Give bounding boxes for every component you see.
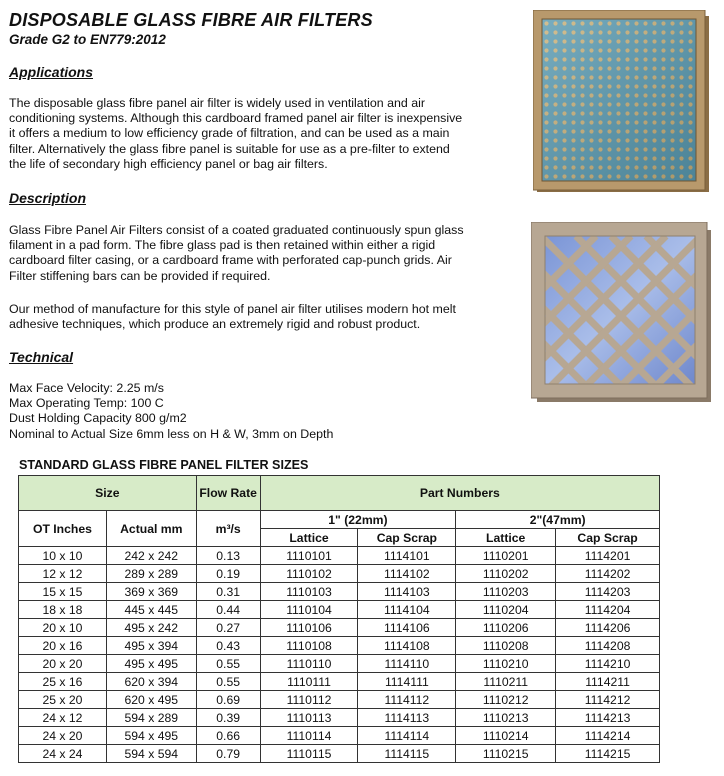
technical-heading: Technical xyxy=(9,349,74,365)
lattice-47-header: Lattice xyxy=(456,529,556,547)
actual-mm-cell: 620 x 394 xyxy=(106,673,196,691)
ot-inches-cell: 12 x 12 xyxy=(19,565,107,583)
cap-scrap-22-cell: 1114111 xyxy=(358,673,456,691)
cap-scrap-22-cell: 1114114 xyxy=(358,727,456,745)
cap-scrap-47-header: Cap Scrap xyxy=(556,529,660,547)
cap-scrap-47-cell: 1114212 xyxy=(556,691,660,709)
description-heading: Description xyxy=(9,190,87,206)
actual-mm-cell: 620 x 495 xyxy=(106,691,196,709)
lattice-22-cell: 1110110 xyxy=(260,655,358,673)
cap-scrap-22-cell: 1114103 xyxy=(358,583,456,601)
ot-inches-cell: 24 x 24 xyxy=(19,745,107,763)
flow-rate-cell: 0.27 xyxy=(196,619,260,637)
lattice-22-cell: 1110104 xyxy=(260,601,358,619)
actual-mm-cell: 495 x 394 xyxy=(106,637,196,655)
cap-scrap-22-cell: 1114104 xyxy=(358,601,456,619)
ot-inches-header: OT Inches xyxy=(19,511,107,547)
cap-scrap-47-cell: 1114202 xyxy=(556,565,660,583)
lattice-47-cell: 1110202 xyxy=(456,565,556,583)
table-row xyxy=(19,691,660,709)
description-line: adhesive techniques, which produce an extremely rigid and robust product. xyxy=(9,317,421,332)
lattice-22-cell: 1110108 xyxy=(260,637,358,655)
lattice-47-cell: 1110213 xyxy=(456,709,556,727)
actual-mm-cell: 495 x 242 xyxy=(106,619,196,637)
table-subheader-row xyxy=(19,511,660,529)
cap-scrap-22-cell: 1114101 xyxy=(358,547,456,565)
description-paragraph-1 xyxy=(9,223,464,284)
flow-rate-cell: 0.13 xyxy=(196,547,260,565)
lattice-47-cell: 1110214 xyxy=(456,727,556,745)
ot-inches-cell: 25 x 20 xyxy=(19,691,107,709)
spec-operating-temp: Max Operating Temp: 100 C xyxy=(9,396,164,411)
lattice-22-cell: 1110102 xyxy=(260,565,358,583)
lattice-47-cell: 1110206 xyxy=(456,619,556,637)
flow-rate-cell: 0.79 xyxy=(196,745,260,763)
cap-scrap-47-cell: 1114204 xyxy=(556,601,660,619)
ot-inches-cell: 10 x 10 xyxy=(19,547,107,565)
lattice-22-cell: 1110113 xyxy=(260,709,358,727)
cap-scrap-47-cell: 1114208 xyxy=(556,637,660,655)
spec-dust-capacity: Dust Holding Capacity 800 g/m2 xyxy=(9,411,187,426)
actual-mm-cell: 445 x 445 xyxy=(106,601,196,619)
spec-nominal-size: Nominal to Actual Size 6mm less on H & W, 3mm on Depth xyxy=(9,426,334,441)
flow-rate-cell: 0.39 xyxy=(196,709,260,727)
cap-scrap-22-cell: 1114102 xyxy=(358,565,456,583)
actual-mm-cell: 594 x 594 xyxy=(106,745,196,763)
cap-scrap-22-cell: 1114106 xyxy=(358,619,456,637)
cap-scrap-47-cell: 1114206 xyxy=(556,619,660,637)
flow-rate-cell: 0.19 xyxy=(196,565,260,583)
table-row xyxy=(19,565,660,583)
flow-rate-cell: 0.31 xyxy=(196,583,260,601)
applications-line: it offers a medium to low efficiency grade of filtration, and can be used as a main xyxy=(9,126,450,141)
cap-scrap-47-cell: 1114201 xyxy=(556,547,660,565)
table-row xyxy=(19,619,660,637)
actual-mm-cell: 594 x 495 xyxy=(106,727,196,745)
lattice-47-cell: 1110208 xyxy=(456,637,556,655)
part-numbers-header: Part Numbers xyxy=(260,476,659,511)
flow-rate-cell: 0.55 xyxy=(196,673,260,691)
filter-sizes-table xyxy=(18,475,660,763)
cap-punch-grid-filter-photo xyxy=(533,10,713,196)
description-line: filament in a pad form. The fibre glass pad is then retained within either a rigid xyxy=(9,238,436,253)
technical-specs xyxy=(9,381,333,442)
spec-face-velocity: Max Face Velocity: 2.25 m/s xyxy=(9,381,164,395)
ot-inches-cell: 20 x 16 xyxy=(19,637,107,655)
table-row xyxy=(19,673,660,691)
description-line: Our method of manufacture for this style of panel air filter utilises modern hot melt xyxy=(9,302,456,316)
actual-mm-cell: 242 x 242 xyxy=(106,547,196,565)
cap-scrap-47-cell: 1114203 xyxy=(556,583,660,601)
applications-line: filter. Alternatively the glass fibre panel is suitable for use as a pre-filter to extend xyxy=(9,141,450,156)
cap-scrap-22-cell: 1114113 xyxy=(358,709,456,727)
lattice-22-cell: 1110111 xyxy=(260,673,358,691)
table-row xyxy=(19,637,660,655)
lattice-22-cell: 1110114 xyxy=(260,727,358,745)
actual-mm-cell: 495 x 495 xyxy=(106,655,196,673)
table-row xyxy=(19,745,660,763)
ot-inches-cell: 18 x 18 xyxy=(19,601,107,619)
table-row xyxy=(19,709,660,727)
description-line: Filter stiffening bars can be provided if required. xyxy=(9,268,271,283)
ot-inches-cell: 24 x 12 xyxy=(19,709,107,727)
flow-rate-cell: 0.44 xyxy=(196,601,260,619)
lattice-22-header: Lattice xyxy=(260,529,358,547)
lattice-47-cell: 1110203 xyxy=(456,583,556,601)
cap-scrap-47-cell: 1114213 xyxy=(556,709,660,727)
group-47mm-header: 2"(47mm) xyxy=(456,511,660,529)
cap-scrap-47-cell: 1114215 xyxy=(556,745,660,763)
flow-rate-header: Flow Rate xyxy=(196,476,260,511)
table-body xyxy=(19,547,660,763)
table-caption: STANDARD GLASS FIBRE PANEL FILTER SIZES xyxy=(19,458,309,472)
actual-mm-cell: 289 x 289 xyxy=(106,565,196,583)
page-title: DISPOSABLE GLASS FIBRE AIR FILTERS xyxy=(9,10,373,30)
lattice-47-cell: 1110215 xyxy=(456,745,556,763)
applications-paragraph xyxy=(9,96,462,172)
ot-inches-cell: 20 x 20 xyxy=(19,655,107,673)
ot-inches-cell: 24 x 20 xyxy=(19,727,107,745)
ot-inches-cell: 15 x 15 xyxy=(19,583,107,601)
lattice-22-cell: 1110112 xyxy=(260,691,358,709)
lattice-47-cell: 1110212 xyxy=(456,691,556,709)
lattice-47-cell: 1110211 xyxy=(456,673,556,691)
cap-scrap-22-cell: 1114115 xyxy=(358,745,456,763)
lattice-frame-filter-photo xyxy=(531,222,715,406)
lattice-22-cell: 1110115 xyxy=(260,745,358,763)
cap-scrap-22-header: Cap Scrap xyxy=(358,529,456,547)
actual-mm-cell: 594 x 289 xyxy=(106,709,196,727)
table-header-row xyxy=(19,476,660,511)
table-row xyxy=(19,547,660,565)
actual-mm-cell: 369 x 369 xyxy=(106,583,196,601)
ot-inches-cell: 20 x 10 xyxy=(19,619,107,637)
table-row xyxy=(19,727,660,745)
cap-scrap-47-cell: 1114210 xyxy=(556,655,660,673)
lattice-47-cell: 1110204 xyxy=(456,601,556,619)
applications-line: the life of secondary high efficiency panel or bag air filters. xyxy=(9,156,328,171)
lattice-22-cell: 1110103 xyxy=(260,583,358,601)
lattice-22-cell: 1110101 xyxy=(260,547,358,565)
m3s-header: m³/s xyxy=(196,511,260,547)
applications-line: conditioning systems. Although this cardboard framed panel air filter is inexpensive xyxy=(9,111,463,126)
page-subtitle: Grade G2 to EN779:2012 xyxy=(9,32,166,47)
cap-scrap-22-cell: 1114112 xyxy=(358,691,456,709)
description-line: Glass Fibre Panel Air Filters consist of a coated graduated continuously spun glass xyxy=(9,223,464,237)
cap-scrap-22-cell: 1114108 xyxy=(358,637,456,655)
cap-scrap-47-cell: 1114211 xyxy=(556,673,660,691)
ot-inches-cell: 25 x 16 xyxy=(19,673,107,691)
lattice-47-cell: 1110210 xyxy=(456,655,556,673)
applications-line: The disposable glass fibre panel air filter is widely used in ventilation and air xyxy=(9,96,426,110)
lattice-22-cell: 1110106 xyxy=(260,619,358,637)
table-row xyxy=(19,655,660,673)
description-paragraph-2 xyxy=(9,302,456,332)
size-header: Size xyxy=(19,476,197,511)
table-row xyxy=(19,601,660,619)
applications-heading: Applications xyxy=(9,64,94,80)
flow-rate-cell: 0.55 xyxy=(196,655,260,673)
lattice-47-cell: 1110201 xyxy=(456,547,556,565)
table-row xyxy=(19,583,660,601)
actual-mm-header: Actual mm xyxy=(106,511,196,547)
group-22mm-header: 1" (22mm) xyxy=(260,511,456,529)
cap-scrap-22-cell: 1114110 xyxy=(358,655,456,673)
flow-rate-cell: 0.66 xyxy=(196,727,260,745)
cap-scrap-47-cell: 1114214 xyxy=(556,727,660,745)
description-line: cardboard filter casing, or a cardboard frame with perforated cap-punch grids. Air xyxy=(9,253,452,268)
flow-rate-cell: 0.69 xyxy=(196,691,260,709)
flow-rate-cell: 0.43 xyxy=(196,637,260,655)
